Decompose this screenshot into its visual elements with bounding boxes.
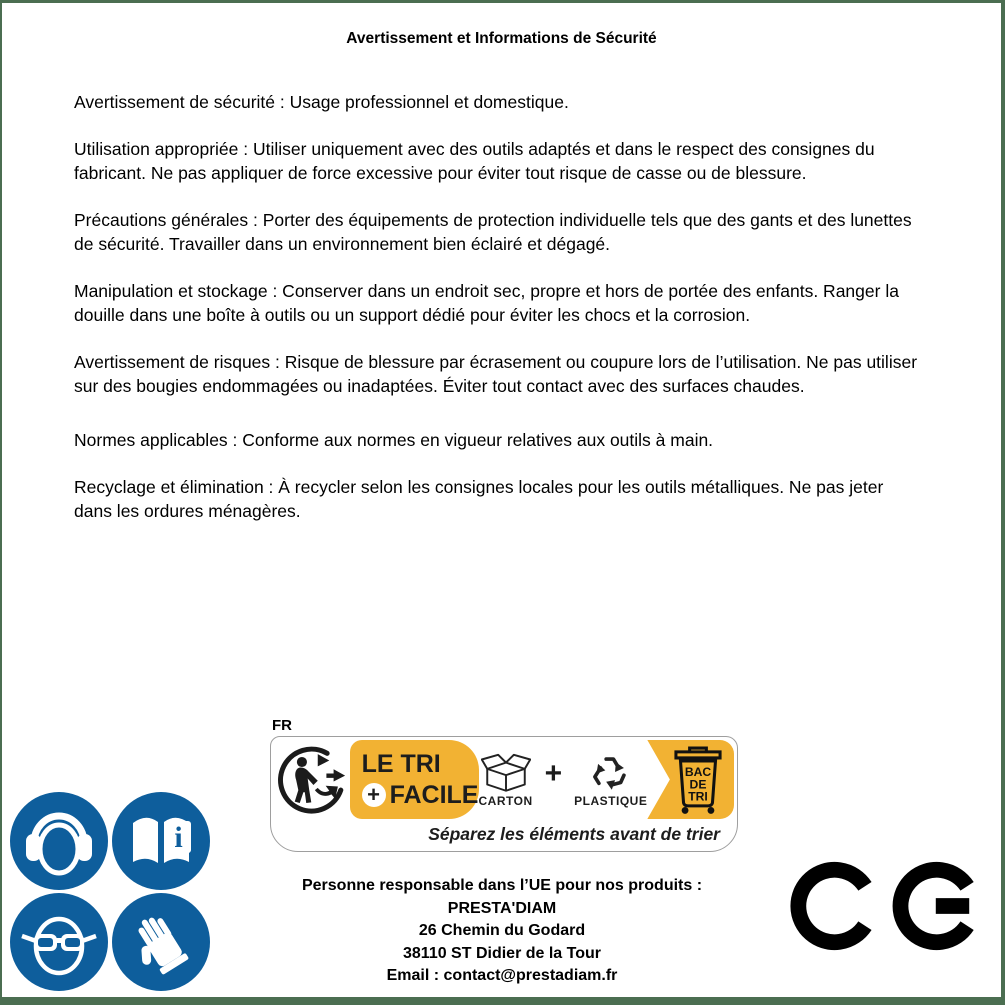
- address-line-1: 26 Chemin du Godard: [418, 922, 586, 939]
- svg-text:i: i: [174, 820, 183, 854]
- le-tri-facile-label: [350, 740, 479, 819]
- paragraph-precautions-generales: Précautions générales : Porter des équipements de protection individuelle tels que des gants et des lunettes de sécurité. Travailler dans un environnement bien éclairé et dégagé.: [74, 210, 912, 254]
- paragraph-avertissement-securite: Avertissement de sécurité : Usage professionnel et domestique.: [74, 92, 569, 112]
- country-code-label: FR: [272, 717, 292, 734]
- cardboard-box-icon: [481, 751, 531, 793]
- safety-text: [74, 90, 925, 523]
- page-title: Avertissement et Informations de Sécurité: [346, 30, 657, 47]
- read-instruction-manual-icon: [110, 790, 212, 891]
- tri-facile-banner: [270, 736, 738, 852]
- paragraph-avertissement-risques: Avertissement de risques : Risque de blessure par écrasement ou coupure lors de l’utilisation. Ne pas utiliser sur des bougies endommagées ou inadaptées. Éviter tout contact avec des surfaces chaudes.: [74, 352, 918, 396]
- recycling-sorting-info: [270, 717, 740, 852]
- plus-badge: +: [362, 783, 386, 807]
- company-name: PRESTA'DIAM: [447, 899, 557, 917]
- plastique-label: PLASTIQUE: [574, 794, 648, 808]
- svg-text:BAC: BAC: [684, 764, 711, 779]
- paragraph-normes-applicables: Normes applicables : Conforme aux normes en vigueur relatives aux outils à main.: [74, 430, 714, 450]
- bac-de-tri-segment: [647, 740, 734, 819]
- mandatory-safety-pictograms: [8, 790, 212, 992]
- le-tri-text: LE TRI: [361, 749, 441, 778]
- sorting-caption: Séparez les éléments avant de trier: [428, 823, 720, 844]
- carton-material: [479, 751, 533, 808]
- paragraph-recyclage-elimination: Recyclage et élimination : À recycler selon les consignes locales pour les outils métalliques. Ne pas jeter dans les ordures ménagères.: [74, 477, 884, 521]
- responsible-intro: Personne responsable dans l’UE pour nos produits :: [301, 877, 703, 894]
- paragraph-manipulation-stockage: Manipulation et stockage : Conserver dans un endroit sec, propre et hors de portée des enfants. Ranger la douille dans une boîte à outils ou un support dédié pour éviter les chocs et la corrosion.: [74, 281, 899, 325]
- svg-text:TRI: TRI: [687, 789, 708, 804]
- wear-protective-gloves-icon: [110, 891, 212, 992]
- wear-eye-protection-icon: [8, 891, 110, 992]
- address-line-2: 38110 ST Didier de la Tour: [403, 944, 601, 962]
- contact-email: Email : contact@prestadiam.fr: [386, 967, 618, 984]
- materials-plus-sign: +: [544, 756, 563, 790]
- paragraph-utilisation-appropriee: Utilisation appropriée : Utiliser uniquement avec des outils adaptés et dans le respect des consignes du fabricant. Ne pas appliquer de force excessive pour éviter tout risque de casse ou de blessure.: [74, 139, 875, 183]
- eu-responsible-person: [242, 875, 762, 988]
- facile-text: FACILE: [389, 780, 479, 809]
- plastique-material: [574, 751, 647, 808]
- sorting-bin-icon: [670, 745, 726, 815]
- ce-marking-icon: [790, 851, 985, 966]
- materials-to-sort: [479, 740, 648, 819]
- recycling-triangle-icon: [588, 751, 634, 793]
- svg-text:DE: DE: [689, 776, 707, 791]
- carton-label: CARTON: [478, 794, 533, 808]
- triman-logo: [274, 740, 350, 819]
- wear-ear-protection-icon: [8, 790, 110, 891]
